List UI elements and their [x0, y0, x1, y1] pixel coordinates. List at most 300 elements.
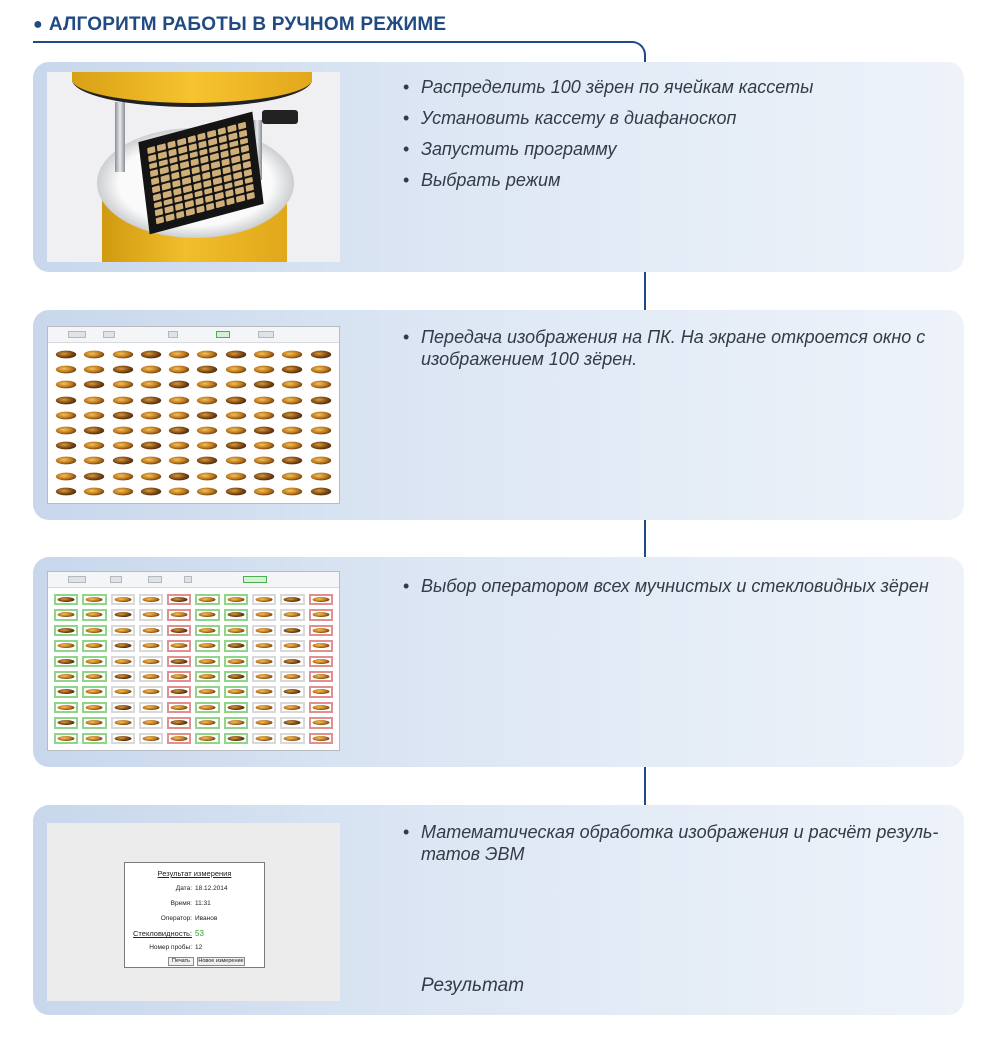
- grain-cell[interactable]: [82, 717, 106, 728]
- cassette-cell: [210, 153, 219, 161]
- step-panel-3: [33, 557, 964, 767]
- grain-image: [169, 442, 190, 450]
- grain-cell[interactable]: [280, 686, 304, 697]
- grain-cell[interactable]: [111, 717, 135, 728]
- sample-value: 12: [195, 944, 203, 951]
- grain-image: [227, 643, 244, 648]
- grain-image: [254, 411, 275, 419]
- grain-image: [311, 457, 332, 465]
- dialog-date-row: [125, 885, 266, 892]
- grain-cell[interactable]: [252, 656, 276, 667]
- grain-cell[interactable]: [252, 640, 276, 651]
- grain-image: [169, 381, 190, 389]
- grain-cell[interactable]: [195, 656, 219, 667]
- cassette-cell: [220, 151, 229, 159]
- grain-image: [171, 597, 188, 602]
- operator-label: Оператор:: [160, 915, 192, 922]
- dialog-title: Результат измерения: [157, 869, 232, 878]
- step-bullets: [403, 821, 943, 874]
- grain-image: [86, 597, 103, 602]
- grain-cell[interactable]: [280, 671, 304, 682]
- grain-image: [56, 396, 77, 404]
- cassette-cell: [190, 159, 199, 167]
- grain-image: [169, 472, 190, 480]
- grain-image: [312, 597, 329, 602]
- grain-image: [197, 427, 218, 435]
- grain-image: [282, 472, 303, 480]
- grain-cell[interactable]: [82, 671, 106, 682]
- grain-image: [312, 720, 329, 725]
- cassette-cell: [159, 159, 168, 167]
- grain-cell[interactable]: [111, 702, 135, 713]
- grain-cell[interactable]: [54, 656, 78, 667]
- grain-cell[interactable]: [280, 733, 304, 744]
- grain-image: [226, 366, 247, 374]
- grain-cell[interactable]: [309, 640, 333, 651]
- grain-image: [256, 597, 273, 602]
- grain-image: [254, 457, 275, 465]
- cassette-cell: [161, 175, 170, 183]
- grain-cell[interactable]: [111, 625, 135, 636]
- grain-image: [254, 427, 275, 435]
- grain-cell[interactable]: [224, 609, 248, 620]
- grain-image: [226, 487, 247, 495]
- grain-cell[interactable]: [195, 640, 219, 651]
- cassette-cell: [169, 156, 178, 164]
- grain-image: [226, 381, 247, 389]
- cassette-cell: [203, 179, 212, 187]
- grain-image: [114, 674, 131, 679]
- grain-cell[interactable]: [252, 625, 276, 636]
- grain-image: [197, 396, 218, 404]
- cassette-cell: [194, 190, 203, 198]
- cassette-cell: [202, 172, 211, 180]
- cassette-cell: [174, 195, 183, 203]
- grain-image: [56, 457, 77, 465]
- grain-image: [169, 427, 190, 435]
- grain-image: [197, 487, 218, 495]
- grain-image: [142, 659, 159, 664]
- grain-cell[interactable]: [280, 640, 304, 651]
- grain-image: [142, 597, 159, 602]
- bullet-item: • Распределить 100 зёрен по ячейкам кассеты: [403, 76, 943, 98]
- grain-cell[interactable]: [167, 717, 191, 728]
- grain-image: [86, 613, 103, 618]
- screen-toolbar: [48, 327, 339, 343]
- grain-image: [114, 690, 131, 695]
- grain-cell[interactable]: [139, 686, 163, 697]
- grain-image: [311, 472, 332, 480]
- grain-cell[interactable]: [54, 671, 78, 682]
- grain-cell[interactable]: [195, 717, 219, 728]
- grain-image: [227, 736, 244, 741]
- grain-image: [284, 628, 301, 633]
- grain-image: [86, 674, 103, 679]
- grain-image: [311, 411, 332, 419]
- grain-image: [256, 674, 273, 679]
- grain-cell[interactable]: [252, 702, 276, 713]
- grain-selection-grid: [54, 594, 333, 744]
- grain-image: [284, 720, 301, 725]
- cassette-cell: [149, 162, 158, 170]
- grain-cell[interactable]: [224, 702, 248, 713]
- grain-image: [282, 427, 303, 435]
- time-value: 11:31: [195, 900, 211, 907]
- grain-image: [112, 472, 133, 480]
- grain-cell[interactable]: [82, 609, 106, 620]
- grain-image: [171, 628, 188, 633]
- step-panel-1: [33, 62, 964, 272]
- cassette-cell: [216, 200, 225, 208]
- device-handle: [262, 110, 298, 124]
- grain-image: [227, 628, 244, 633]
- date-value: 18.12.2014: [195, 885, 228, 892]
- grain-image: [169, 351, 190, 359]
- step-bullets: [403, 575, 943, 606]
- grain-image: [114, 705, 131, 710]
- grain-image: [312, 705, 329, 710]
- cassette-cell: [236, 195, 245, 203]
- grain-cell[interactable]: [111, 671, 135, 682]
- result-label: Результат: [421, 975, 525, 996]
- cassette-cell: [244, 176, 253, 184]
- cassette-cell: [179, 153, 188, 161]
- cassette-cell: [232, 163, 241, 171]
- grain-image: [84, 472, 105, 480]
- grain-cell[interactable]: [309, 609, 333, 620]
- grain-image: [284, 643, 301, 648]
- grain-image: [58, 690, 75, 695]
- cassette-cell: [240, 145, 249, 153]
- grain-cell[interactable]: [111, 594, 135, 605]
- grain-cell[interactable]: [139, 717, 163, 728]
- grain-cell[interactable]: [309, 656, 333, 667]
- grain-cell[interactable]: [54, 609, 78, 620]
- grain-image: [312, 690, 329, 695]
- grain-cell[interactable]: [224, 686, 248, 697]
- cassette-cell: [147, 146, 156, 154]
- grain-cell[interactable]: [82, 656, 106, 667]
- grain-cell[interactable]: [139, 671, 163, 682]
- grain-cell[interactable]: [139, 702, 163, 713]
- grain-image: [282, 396, 303, 404]
- cassette-cell: [231, 156, 240, 164]
- grain-image: [114, 613, 131, 618]
- grain-image: [84, 457, 105, 465]
- new-measurement-button[interactable]: Новое измерение: [198, 958, 244, 964]
- grain-image: [114, 597, 131, 602]
- cassette-cell: [243, 169, 252, 177]
- grain-cell[interactable]: [309, 625, 333, 636]
- grain-cell[interactable]: [111, 640, 135, 651]
- grain-image: [112, 351, 133, 359]
- grain-cell[interactable]: [139, 656, 163, 667]
- cassette-cell: [172, 180, 181, 188]
- cassette-cell: [242, 161, 251, 169]
- grain-cell[interactable]: [139, 625, 163, 636]
- grain-image: [199, 720, 216, 725]
- grain-image: [86, 720, 103, 725]
- grain-image: [86, 705, 103, 710]
- cassette-cell: [245, 184, 254, 192]
- grain-image: [197, 472, 218, 480]
- grain-cell[interactable]: [82, 702, 106, 713]
- cassette-cell: [213, 177, 222, 185]
- grain-image: [56, 487, 77, 495]
- cassette-cell: [162, 182, 171, 190]
- grain-image: [312, 628, 329, 633]
- grain-image: [84, 351, 105, 359]
- bullet-item: • Установить кассету в диафаноскоп: [403, 107, 943, 129]
- grain-image: [112, 396, 133, 404]
- grain-image: [282, 487, 303, 495]
- cassette-cell: [164, 198, 173, 206]
- cassette-cell: [185, 200, 194, 208]
- grain-image: [199, 613, 216, 618]
- cassette-cell: [160, 167, 169, 175]
- grain-cell[interactable]: [195, 686, 219, 697]
- grain-image: [282, 366, 303, 374]
- grain-cell[interactable]: [309, 733, 333, 744]
- grain-image: [254, 472, 275, 480]
- device-post: [115, 102, 125, 172]
- cassette-cell: [238, 130, 247, 138]
- grain-image: [256, 643, 273, 648]
- grain-cell[interactable]: [54, 717, 78, 728]
- grain-cell[interactable]: [224, 594, 248, 605]
- grain-image: [311, 351, 332, 359]
- grain-cell[interactable]: [195, 625, 219, 636]
- grain-image: [199, 705, 216, 710]
- cassette-cell: [204, 187, 213, 195]
- cassette-cell: [237, 122, 246, 130]
- grain-image: [58, 613, 75, 618]
- cassette-cell: [222, 166, 231, 174]
- grain-image: [227, 705, 244, 710]
- grain-image: [311, 487, 332, 495]
- grain-image: [311, 442, 332, 450]
- grain-cell[interactable]: [82, 686, 106, 697]
- cassette-cell: [225, 190, 234, 198]
- dialog-operator-row: [125, 915, 266, 922]
- grain-image: [311, 366, 332, 374]
- grain-cell[interactable]: [111, 609, 135, 620]
- grain-cell[interactable]: [252, 717, 276, 728]
- cassette-cell: [168, 148, 177, 156]
- grain-cell[interactable]: [224, 717, 248, 728]
- grain-image: [284, 613, 301, 618]
- grain-cell[interactable]: [309, 594, 333, 605]
- grain-cell[interactable]: [224, 733, 248, 744]
- grain-image: [84, 487, 105, 495]
- cassette-cell: [230, 148, 239, 156]
- grain-image: [284, 659, 301, 664]
- grain-image: [169, 411, 190, 419]
- grain-image: [56, 442, 77, 450]
- grain-cell[interactable]: [54, 640, 78, 651]
- cassette-cell: [173, 187, 182, 195]
- grain-cell[interactable]: [139, 609, 163, 620]
- grain-image: [84, 366, 105, 374]
- grain-cell[interactable]: [252, 686, 276, 697]
- grain-cell[interactable]: [54, 702, 78, 713]
- grain-image: [114, 643, 131, 648]
- grain-cell[interactable]: [139, 594, 163, 605]
- grain-image: [58, 659, 75, 664]
- cassette-cell: [198, 140, 207, 148]
- grain-cell[interactable]: [139, 640, 163, 651]
- grain-cell[interactable]: [82, 625, 106, 636]
- grain-cell[interactable]: [252, 733, 276, 744]
- grain-cell[interactable]: [224, 656, 248, 667]
- grain-cell[interactable]: [167, 733, 191, 744]
- cassette-cell: [182, 177, 191, 185]
- grain-cell[interactable]: [139, 733, 163, 744]
- grain-cell[interactable]: [111, 686, 135, 697]
- grain-cell[interactable]: [224, 640, 248, 651]
- grain-image: [199, 674, 216, 679]
- grain-image: [312, 736, 329, 741]
- grain-cell[interactable]: [111, 656, 135, 667]
- grain-image: [226, 427, 247, 435]
- grain-image: [112, 411, 133, 419]
- cassette-cell: [241, 153, 250, 161]
- grain-image: [171, 705, 188, 710]
- grain-image: [227, 597, 244, 602]
- grain-image: [86, 659, 103, 664]
- cassette-cell: [215, 192, 224, 200]
- grain-cell[interactable]: [167, 702, 191, 713]
- cassette-cell: [206, 203, 215, 211]
- grain-image: [282, 381, 303, 389]
- grain-cell[interactable]: [224, 625, 248, 636]
- cassette-cell: [195, 198, 204, 206]
- grain-image: [56, 411, 77, 419]
- grain-cell[interactable]: [309, 686, 333, 697]
- grain-cell[interactable]: [54, 594, 78, 605]
- grain-image: [197, 381, 218, 389]
- grain-image: [141, 381, 162, 389]
- grain-cell[interactable]: [82, 640, 106, 651]
- grain-cell[interactable]: [195, 702, 219, 713]
- cassette-cell: [235, 187, 244, 195]
- result-dialog: [124, 862, 265, 968]
- cassette-cell: [224, 182, 233, 190]
- grain-image: [199, 690, 216, 695]
- grains-screen-image: [47, 326, 340, 504]
- cassette-cell: [167, 141, 176, 149]
- grain-cell[interactable]: [280, 625, 304, 636]
- grain-image: [312, 674, 329, 679]
- cassette-cell: [196, 206, 205, 214]
- device-camera-head: [72, 72, 312, 107]
- cassette-cell: [192, 174, 201, 182]
- grain-image: [142, 674, 159, 679]
- grain-image: [226, 411, 247, 419]
- grain-image: [199, 736, 216, 741]
- cassette-cell: [178, 146, 187, 154]
- grain-cell[interactable]: [167, 640, 191, 651]
- grain-cell[interactable]: [280, 656, 304, 667]
- grain-image: [256, 613, 273, 618]
- grain-cell[interactable]: [309, 717, 333, 728]
- grain-cell[interactable]: [280, 702, 304, 713]
- grain-image: [171, 736, 188, 741]
- selected-grains-screen-image: [47, 571, 340, 751]
- cassette-cell: [227, 124, 236, 132]
- grain-image: [254, 487, 275, 495]
- step-panel-2: [33, 310, 964, 520]
- grain-cell[interactable]: [195, 671, 219, 682]
- bullet-item: • Выбор оператором всех мучнистых и стекловидных зёрен: [403, 575, 943, 597]
- grain-cell[interactable]: [167, 625, 191, 636]
- cassette-cell: [153, 193, 162, 201]
- step-bullets: [403, 326, 943, 379]
- grain-image: [142, 690, 159, 695]
- grain-image: [282, 442, 303, 450]
- grain-cell[interactable]: [167, 671, 191, 682]
- grain-cell[interactable]: [280, 717, 304, 728]
- grain-cell[interactable]: [224, 671, 248, 682]
- grain-cell[interactable]: [280, 594, 304, 605]
- grain-cell[interactable]: [252, 594, 276, 605]
- grain-image: [141, 472, 162, 480]
- grain-cell[interactable]: [167, 609, 191, 620]
- cassette-cell: [193, 182, 202, 190]
- grain-cell[interactable]: [309, 702, 333, 713]
- grain-cell[interactable]: [167, 656, 191, 667]
- grain-cell[interactable]: [167, 594, 191, 605]
- grain-image: [141, 411, 162, 419]
- grain-cell[interactable]: [195, 609, 219, 620]
- grain-image: [284, 597, 301, 602]
- print-button[interactable]: Печать: [168, 957, 194, 966]
- grain-cell[interactable]: [82, 733, 106, 744]
- cassette-cell: [150, 169, 159, 177]
- grain-image: [58, 705, 75, 710]
- grain-cell[interactable]: [111, 733, 135, 744]
- grain-cell[interactable]: [82, 594, 106, 605]
- vitreousness-value: 53: [195, 929, 204, 938]
- grain-cell[interactable]: [252, 671, 276, 682]
- grain-cell[interactable]: [54, 625, 78, 636]
- grain-image: [256, 705, 273, 710]
- grain-cell[interactable]: [54, 733, 78, 744]
- grain-cell[interactable]: [252, 609, 276, 620]
- cassette-cell: [229, 140, 238, 148]
- grain-cell[interactable]: [280, 609, 304, 620]
- grain-image: [112, 366, 133, 374]
- grain-image: [84, 381, 105, 389]
- grain-cell[interactable]: [309, 671, 333, 682]
- grain-cell[interactable]: [54, 686, 78, 697]
- grain-image: [141, 396, 162, 404]
- cassette-cell: [239, 137, 248, 145]
- grain-image: [56, 366, 77, 374]
- grain-image: [284, 736, 301, 741]
- date-label: Дата:: [175, 885, 192, 892]
- grain-image: [141, 442, 162, 450]
- grain-cell[interactable]: [195, 594, 219, 605]
- bullet-item: • Запустить программу: [403, 138, 943, 160]
- grain-cell[interactable]: [195, 733, 219, 744]
- grain-cell[interactable]: [167, 686, 191, 697]
- grain-image: [171, 659, 188, 664]
- grain-image: [312, 643, 329, 648]
- cassette-cell: [246, 192, 255, 200]
- bullet-item: • Математическая обработка изображения и расчёт резуль-татов ЭВМ: [403, 821, 943, 865]
- grain-image: [56, 381, 77, 389]
